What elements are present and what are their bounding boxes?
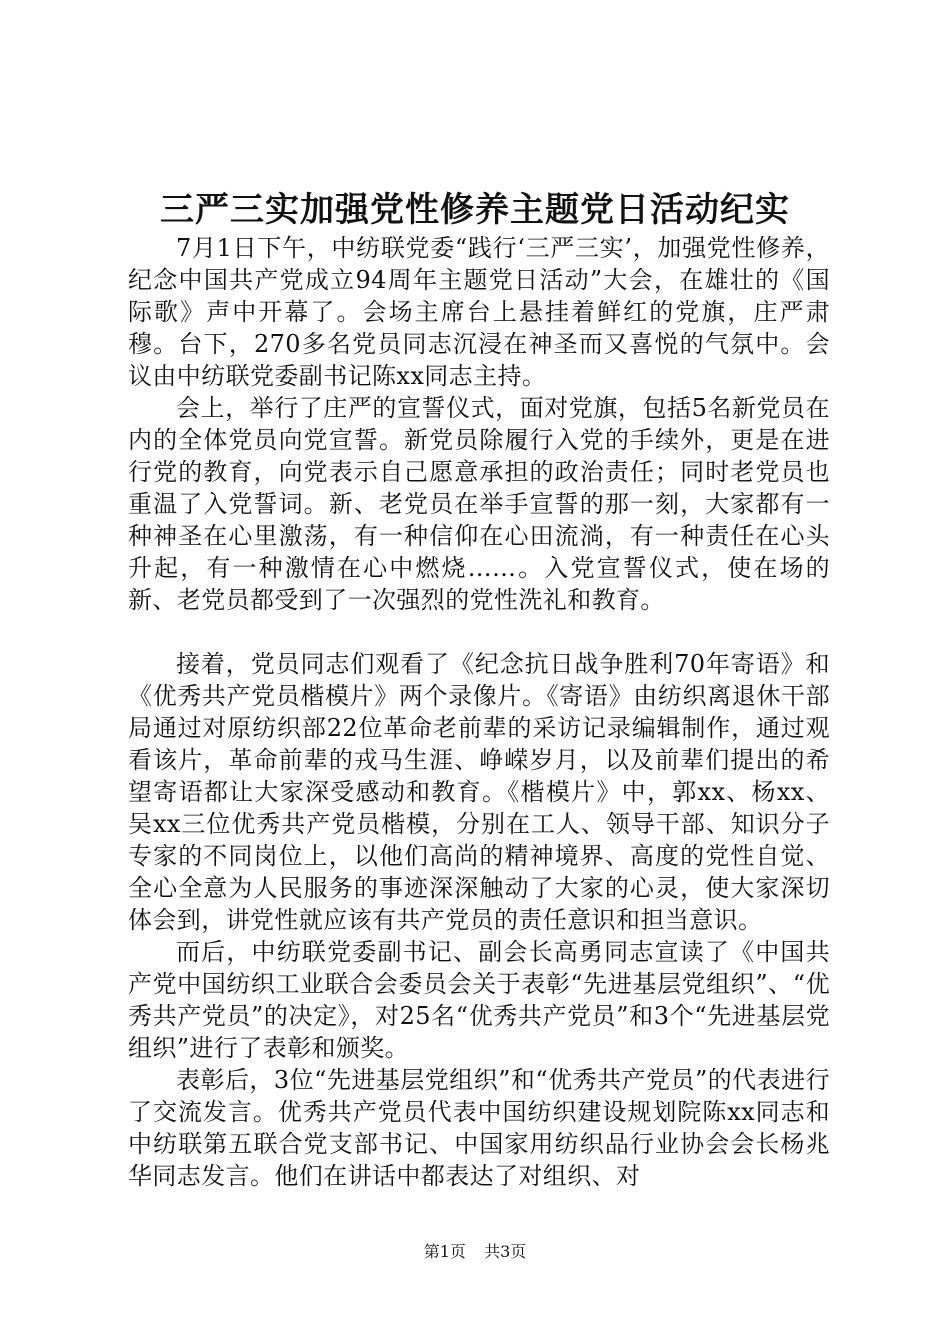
paragraph-opening: 7月1日下午，中纺联党委“践行‘三严三实’，加强党性修养，纪念中国共产党成立94周年主题党日活动”大会，在雄壮的《国际歌》声中开幕了。会场主席台上悬挂着鲜红的党旗，庄严肃穆。台下，270多名党员同志沉浸在神圣而又喜悦的气氛中。会议由中纺联党委副书记陈xx同志主持。 xyxy=(128,234,830,390)
page-footer xyxy=(0,1241,950,1263)
page-number: 第1页 xyxy=(423,1242,466,1261)
paragraph-spacer xyxy=(128,616,830,648)
paragraph-videos: 接着，党员同志们观看了《纪念抗日战争胜利70年寄语》和《优秀共产党员楷模片》两个录像片。《寄语》由纺织离退休干部局通过对原纺织部22位革命老前辈的采访记录编辑制作，通过观看该片，革命前辈的戎马生涯、峥嵘岁月，以及前辈们提出的希望寄语都让大家深受感动和教育。《楷模片》中，郭xx、杨xx、吴xx三位优秀共产党员楷模，分别在工人、领导干部、知识分子专家的不同岗位上，以他们高尚的精神境界、高度的党性自觉、全心全意为人民服务的事迹深深触动了大家的心灵，使大家深切体会到，讲党性就应该有共产党员的责任意识和担当意识。 xyxy=(128,650,830,934)
page-total: 共3页 xyxy=(484,1242,527,1261)
paragraph-commendation: 而后，中纺联党委副书记、副会长高勇同志宣读了《中国共产党中国纺织工业联合会委员会关于表彰“先进基层党组织”、“优秀共产党员”的决定》，对25名“优秀共产党员”和3个“先进基层党组织”进行了表彰和颁奖。 xyxy=(128,938,830,1062)
document-title: 三严三实加强党性修养主题党日活动纪实 xyxy=(160,190,790,230)
document-body xyxy=(128,232,830,1192)
paragraph-speeches: 表彰后，3位“先进基层党组织”和“优秀共产党员”的代表进行了交流发言。优秀共产党员代表中国纺织建设规划院陈xx同志和中纺联第五联合党支部书记、中国家用纺织品行业协会会长杨兆华同志发言。他们在讲话中都表达了对组织、对 xyxy=(128,1066,830,1190)
paragraph-oath: 会上，举行了庄严的宣誓仪式，面对党旗，包括5名新党员在内的全体党员向党宣誓。新党员除履行入党的手续外，更是在进行党的教育，向党表示自己愿意承担的政治责任；同时老党员也重温了入党誓词。新、老党员在举手宣誓的那一刻，大家都有一种神圣在心里激荡，有一种信仰在心田流淌，有一种责任在心头升起，有一种激情在心中燃烧……。入党宣誓仪式，使在场的新、老党员都受到了一次强烈的党性洗礼和教育。 xyxy=(128,394,830,614)
